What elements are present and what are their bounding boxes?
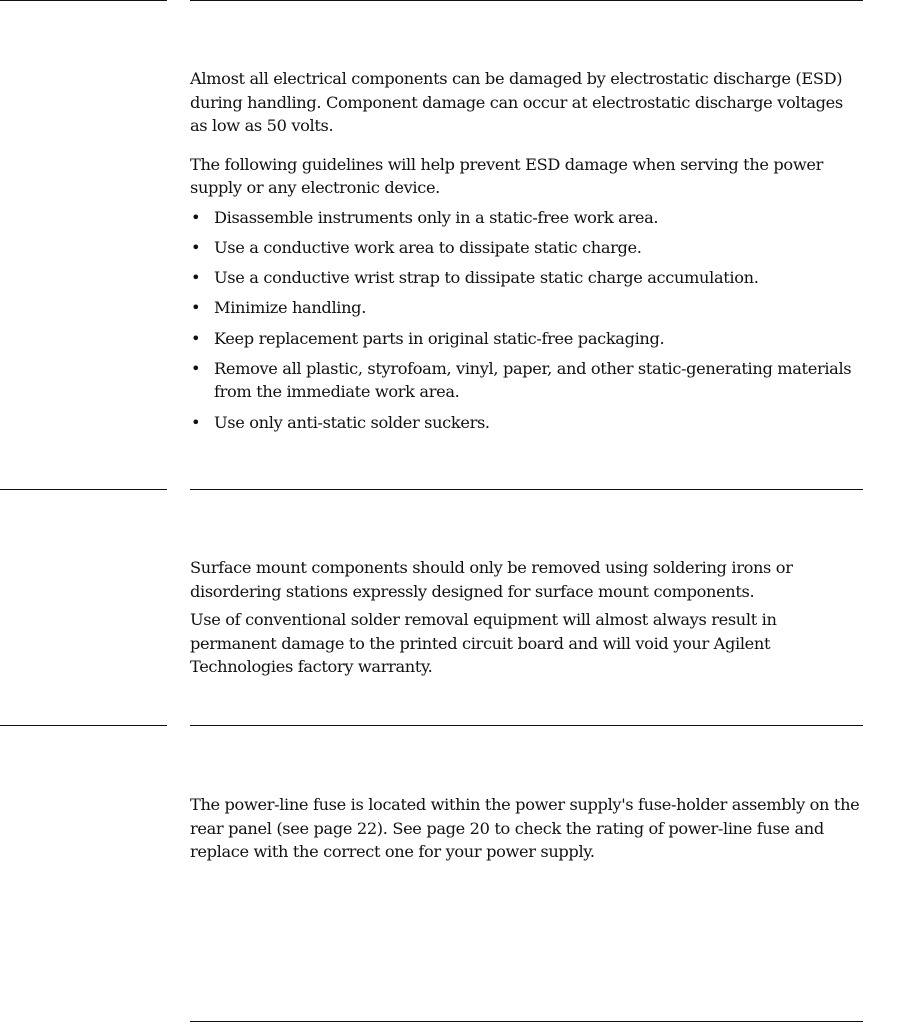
section-rule-main bbox=[190, 0, 863, 1]
smt-paragraph-1: Surface mount components should only be removed using soldering irons or disordering stations expressly designed for surface mount components. bbox=[190, 558, 793, 601]
esd-section bbox=[190, 67, 863, 441]
section-rule-left bbox=[0, 0, 167, 1]
page-bottom-rule bbox=[190, 1021, 863, 1022]
fuse-paragraph: The power-line fuse is located within the power supply's fuse-holder assembly on the rear panel (see page 22). See page 20 to check the rating of power-line fuse and replace with the correct one for your power supply. bbox=[190, 795, 860, 861]
list-item: • Use a conductive wrist strap to dissipate static charge accumulation. bbox=[190, 266, 863, 290]
section-rule-main bbox=[190, 489, 863, 490]
list-item: • Remove all plastic, styrofoam, vinyl, paper, and other static-generating materials from the immediate work area. bbox=[190, 357, 863, 404]
list-item: • Keep replacement parts in original static-free packaging. bbox=[190, 327, 863, 351]
esd-guidelines-list bbox=[190, 206, 863, 435]
list-item: • Use only anti-static solder suckers. bbox=[190, 411, 863, 435]
section-rule-left bbox=[0, 489, 167, 490]
list-item: • Minimize handling. bbox=[190, 296, 863, 320]
section-rule-main bbox=[190, 725, 863, 726]
list-item: • Disassemble instruments only in a static-free work area. bbox=[190, 206, 863, 230]
esd-intro-paragraph: Almost all electrical components can be damaged by electrostatic discharge (ESD) during handling. Component damage can occur at electrostatic discharge voltages as low as 50 volts. bbox=[190, 69, 843, 135]
fuse-section bbox=[190, 793, 863, 864]
list-item: • Use a conductive work area to dissipate static charge. bbox=[190, 236, 863, 260]
esd-guidelines-intro: The following guidelines will help prevent ESD damage when serving the power supply or any electronic device. bbox=[190, 154, 823, 197]
smt-paragraph-2: Use of conventional solder removal equipment will almost always result in permanent damage to the printed circuit board and will void your Agilent Technologies factory warranty. bbox=[190, 610, 777, 676]
section-rule-left bbox=[0, 725, 167, 726]
smt-section bbox=[190, 556, 863, 679]
